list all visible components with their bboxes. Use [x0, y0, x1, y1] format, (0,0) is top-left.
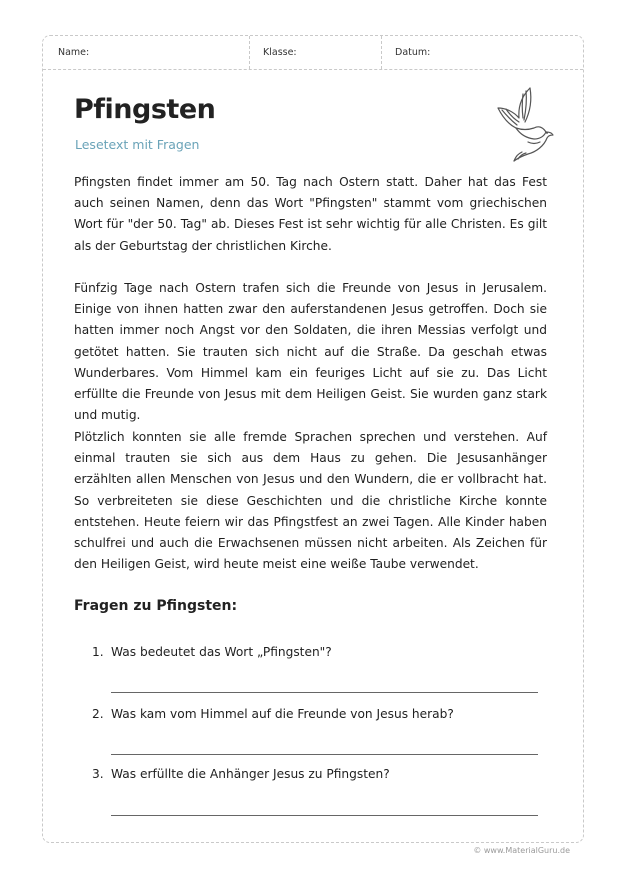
header-row: [43, 36, 583, 70]
header-divider: [249, 36, 250, 69]
paragraph-2: Fünfzig Tage nach Ostern trafen sich die Freunde von Jesus in Jerusalem. Einige von ihnen hatten zwar den auferstandenen Jesus getroffen. Doch sie hatten immer noch Angst vor den Soldaten, die ihren Messias verfolgt und getötet hatten. Sie trauten sich nicht auf die Straße. Da geschah etwas Wunderbares. Vom Himmel kam ein feuriges Licht auf sie zu. Das Licht erfüllte die Freunde von Jesus mit dem Heiligen Geist. Sie wurden ganz stark und mutig.: [74, 281, 547, 423]
header-divider: [381, 36, 382, 69]
date-label: Datum:: [395, 47, 431, 58]
answer-line-3[interactable]: [111, 815, 538, 816]
class-label: Klasse:: [263, 47, 297, 58]
paragraph-3: Plötzlich konnten sie alle fremde Sprachen sprechen und verstehen. Auf einmal trauten sie sich aus dem Haus zu gehen. Die Jesusanhänger erzählten allen Menschen von Jesus und den Wundern, die er vollbracht hat. So verbreiteten sie diese Geschichten und die christliche Kirche konnte entstehen. Heute feiern wir das Pfingstfest an zwei Tagen. Alle Kinder haben schulfrei und auch die Erwachsenen müssen nicht arbeiten. Als Zeichen für den Heiligen Geist, wird heute meist eine weiße Taube verwendet.: [74, 430, 547, 572]
question-2: [92, 705, 542, 723]
page-subtitle: Lesetext mit Fragen: [75, 137, 200, 152]
questions-heading: Fragen zu Pfingsten:: [74, 598, 238, 614]
question-number: 3.: [92, 767, 104, 781]
question-3: [92, 765, 542, 783]
answer-line-2[interactable]: [111, 754, 538, 755]
question-text: Was erfüllte die Anhänger Jesus zu Pfingsten?: [111, 767, 390, 781]
paragraph-1: Pfingsten findet immer am 50. Tag nach Ostern statt. Daher hat das Fest auch seinen Namen, denn das Wort "Pfingsten" stammt vom griechischen Wort für "der 50. Tag" ab. Dieses Fest ist sehr wichtig für alle Christen. Es gilt als der Geburtstag der christlichen Kirche.: [74, 175, 547, 253]
copyright-footer: © www.MaterialGuru.de: [473, 846, 570, 855]
dove-icon: [492, 86, 554, 162]
question-text: Was bedeutet das Wort „Pfingsten"?: [111, 645, 332, 659]
name-label: Name:: [58, 47, 90, 58]
question-number: 1.: [92, 645, 104, 659]
question-number: 2.: [92, 707, 104, 721]
page-title: Pfingsten: [74, 94, 216, 125]
question-text: Was kam vom Himmel auf die Freunde von Jesus herab?: [111, 707, 454, 721]
answer-line-1[interactable]: [111, 692, 538, 693]
question-1: [92, 643, 542, 661]
